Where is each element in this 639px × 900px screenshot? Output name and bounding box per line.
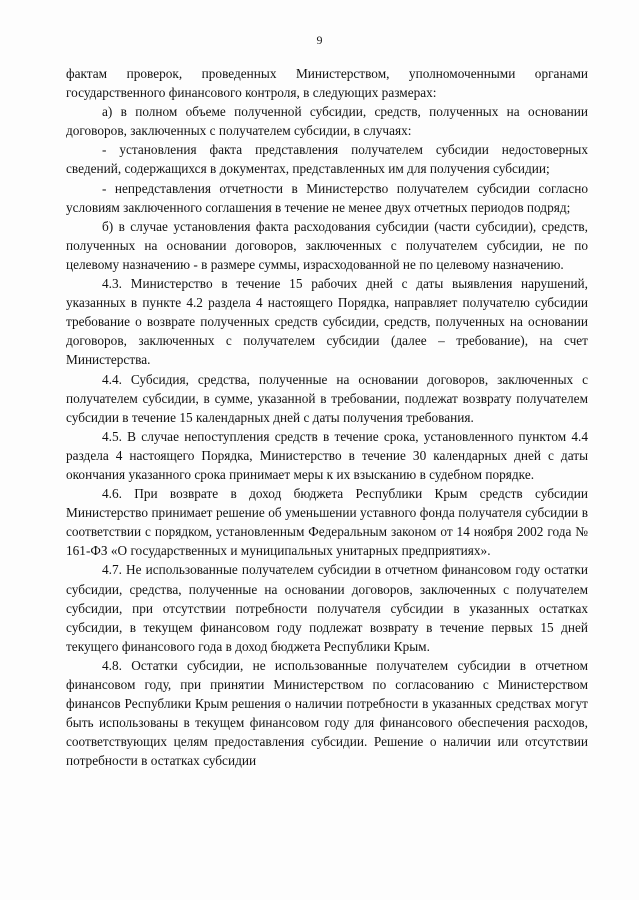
document-body <box>66 64 588 770</box>
paragraph-item-a-dash-2: - непредставления отчетности в Министерство получателем субсидии согласно условиям заключенного соглашения в течение не менее двух отчетных периодов подряд; <box>66 180 588 215</box>
paragraph-item-a-dash-1: - установления факта представления получателем субсидии недостоверных сведений, содержащихся в документах, представленных им для получения субсидии; <box>66 142 588 177</box>
paragraph-clause-4-6: 4.6. При возврате в доход бюджета Республики Крым средств субсидии Министерство принимает решение об уменьшении уставного фонда получателя субсидии в соответствии с порядком, установленным Федеральным законом от 14 ноября 2002 года № 161-ФЗ «О государственных и муниципальных унитарных предприятиях». <box>66 486 588 559</box>
paragraph-clause-4-3: 4.3. Министерство в течение 15 рабочих дней с даты выявления нарушений, указанных в пункте 4.2 раздела 4 настоящего Порядка, направляет получателю субсидии требование о возврате полученных средств субсидии, средств, полученных на основании договоров, заключенных с получателем субсидии (далее – требование), на счет Министерства. <box>66 276 588 368</box>
page-number: 9 <box>316 33 323 47</box>
paragraph-item-a: а) в полном объеме полученной субсидии, средств, полученных на основании договоров, заключенных с получателем субсидии, в случаях: <box>66 104 588 139</box>
paragraph-clause-4-8: 4.8. Остатки субсидии, не использованные получателем субсидии в отчетном финансовом году, при принятии Министерством по согласованию с Министерством финансов Республики Крым решения о наличии потребности в указанных средствах могут быть использованы в текущем финансовом году для финансового обеспечения расходов, соответствующих целям предоставления субсидии. Решение о наличии или отсутствии потребности в остатках субсидии <box>66 657 588 769</box>
paragraph-continuation: фактам проверок, проведенных Министерством, уполномоченными органами государственного финансового контроля, в следующих размерах: <box>66 66 588 101</box>
paragraph-clause-4-7: 4.7. Не использованные получателем субсидии в отчетном финансовом году остатки субсидии, средства, полученные на основании договоров, заключенных с получателем субсидии, при отсутствии потребности получателя субсидии в указанных остатках субсидии, в текущем финансовом году подлежат возврату в течение первых 15 дней текущего финансового года в доход бюджета Республики Крым. <box>66 562 588 654</box>
paragraph-clause-4-4: 4.4. Субсидия, средства, полученные на основании договоров, заключенных с получателем субсидии, в сумме, указанной в требовании, подлежат возврату получателем субсидии в течение 15 календарных дней с даты получения требования. <box>66 371 588 425</box>
paragraph-item-b: б) в случае установления факта расходования субсидии (части субсидии), средств, полученных на основании договоров, заключенных с получателем субсидии, не по целевому назначению - в размере суммы, израсходованной не по целевому назначению. <box>66 218 588 272</box>
paragraph-clause-4-5: 4.5. В случае непоступления средств в течение срока, установленного пунктом 4.4 раздела 4 настоящего Порядка, Министерство в течение 30 календарных дней с даты окончания указанного срока принимает меры к их взысканию в судебном порядке. <box>66 428 588 482</box>
